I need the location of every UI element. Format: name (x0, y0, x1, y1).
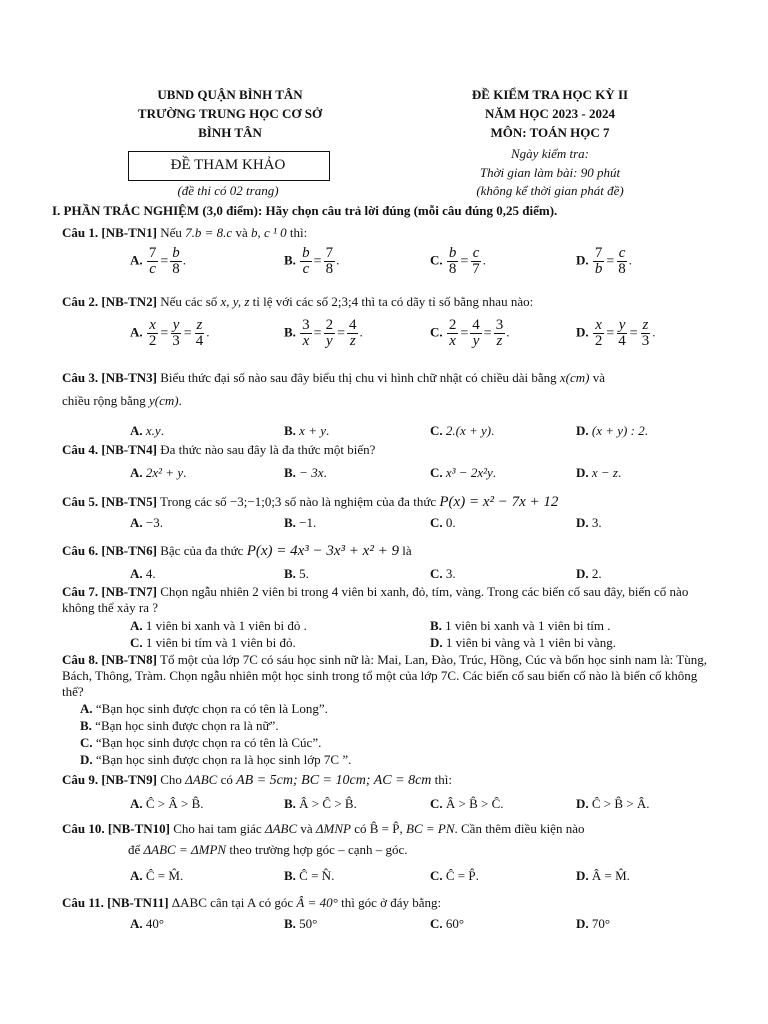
q10-option-a[interactable]: A. Ĉ = M̂. (130, 868, 184, 883)
q8-option-d[interactable]: D. “Bạn học sinh được chọn ra là học sinh lớp 7C ”. (80, 752, 352, 767)
q1-option-b[interactable]: B. $\frac{b}{c}$ = $\frac{7}{8}$ . (284, 245, 340, 277)
q1-option-c[interactable]: C. $\frac{b}{8}$ = $\frac{c}{7}$ . (430, 245, 487, 277)
question-4: Câu 4. [NB-TN4] Đa thức nào sau đây là đa thức một biến? (62, 442, 376, 457)
q11-option-c[interactable]: C. 60° (430, 916, 465, 931)
question-6: Câu 6. [NB-TN6] Bậc của đa thức P(x) = 4x³ − 3x³ + x² + 9 là (62, 543, 412, 559)
q6-option-a[interactable]: A. 4. (130, 566, 156, 581)
q11-option-a[interactable]: A. 40° (130, 916, 165, 931)
question-3: Câu 3. [NB-TN3] Biểu thức đại số nào sau đây biểu thị chu vi hình chữ nhật có chiều dài bằng x(cm) và (62, 370, 606, 385)
question-10-line2: để ΔABC = ΔMPN theo trường hợp góc – cạnh – góc. (128, 842, 408, 857)
q8-option-b[interactable]: B. “Bạn học sinh được chọn ra là nữ”. (80, 718, 279, 733)
q4-option-b[interactable]: B. − 3x. (284, 465, 327, 480)
q8-option-c[interactable]: C. “Bạn học sinh được chọn ra có tên là Cúc”. (80, 735, 322, 750)
q10-option-b[interactable]: B. Ĉ = N̂. (284, 868, 335, 883)
q9-option-b[interactable]: B. Â > Ĉ > B̂. (284, 796, 357, 811)
q2-option-c[interactable]: C. $\frac{2}{x}$ = $\frac{4}{y}$ = $\frac{3}{z}$ . (430, 317, 510, 349)
question-5: Câu 5. [NB-TN5] Trong các số −3;−1;0;3 số nào là nghiệm của đa thức P(x) = x² − 7x + 12 (62, 494, 559, 510)
q8-option-a[interactable]: A. “Bạn học sinh được chọn ra có tên là Long”. (80, 701, 328, 716)
q10-option-c[interactable]: C. Ĉ = P̂. (430, 868, 479, 883)
q6-option-c[interactable]: C. 3. (430, 566, 456, 581)
question-11: Câu 11. [NB-TN11] ΔABC cân tại A có góc Â = 40° thì góc ở đáy bằng: (62, 895, 442, 910)
subject: MÔN: TOÁN HỌC 7 (490, 125, 610, 140)
question-9: Câu 9. [NB-TN9] Cho ΔABC có AB = 5cm; BC = 10cm; AC = 8cm thì: (62, 772, 452, 788)
pages-note: (đề thi có 02 trang) (177, 183, 279, 198)
question-7: Câu 7. [NB-TN7] Chọn ngẫu nhiên 2 viên bi trong 4 viên bi xanh, đỏ, tím, vàng. Trong các biến cố sau đây, biến cố nào không thể xảy ra ? (62, 584, 689, 615)
question-8: Câu 8. [NB-TN8] Tổ một của lớp 7C có sáu học sinh nữ là: Mai, Lan, Đào, Trúc, Hồng, Cúc và bốn học sinh nam là: Tùng, Bách, Thông, Tràm. Chọn ngẫu nhiên một học sinh trong tổ một của lớp 7C. Các biến cố sau biến cố nào là biến cố không thể? (62, 652, 707, 699)
exam-duration-note: (không kể thời gian phát đề) (476, 183, 624, 198)
q5-option-c[interactable]: C. 0. (430, 515, 456, 530)
q1-option-a[interactable]: A. $\frac{7}{c}$ = $\frac{b}{8}$ . (130, 245, 187, 277)
header-left-line1: UBND QUẬN BÌNH TÂN (157, 87, 303, 102)
question-2: Câu 2. [NB-TN2] Nếu các số x, y, z tỉ lệ với các số 2;3;4 thì ta có dãy tỉ số bằng nhau nào: (62, 294, 534, 309)
exam-duration: Thời gian làm bài: 90 phút (479, 165, 621, 180)
q6-option-d[interactable]: D. 2. (576, 566, 602, 581)
header-left-line2: TRƯỜNG TRUNG HỌC CƠ SỞ (137, 106, 323, 121)
q7-option-c[interactable]: C. 1 viên bi tím và 1 viên bi đỏ. (130, 635, 296, 650)
q7-option-b[interactable]: B. 1 viên bi xanh và 1 viên bi tím . (430, 618, 611, 633)
q3-option-b[interactable]: B. x + y. (284, 423, 330, 438)
q6-option-b[interactable]: B. 5. (284, 566, 309, 581)
q11-option-b[interactable]: B. 50° (284, 916, 318, 931)
q3-option-c[interactable]: C. 2.(x + y). (430, 423, 495, 438)
q9-option-d[interactable]: D. Ĉ > B̂ > Â. (576, 796, 650, 811)
reference-label: ĐỀ THAM KHẢO (170, 157, 286, 173)
exam-date: Ngày kiểm tra: (511, 146, 589, 161)
q3-option-d[interactable]: D. (x + y) : 2. (576, 423, 648, 438)
q4-option-a[interactable]: A. 2x² + y. (130, 465, 187, 480)
school-year: NĂM HỌC 2023 - 2024 (485, 106, 615, 121)
q5-option-d[interactable]: D. 3. (576, 515, 602, 530)
q9-option-a[interactable]: A. Ĉ > Â > B̂. (130, 796, 204, 811)
question-1: Câu 1. [NB-TN1] Nếu 7.b = 8.c và b, c ¹ 0 thì: (62, 225, 308, 240)
q10-option-d[interactable]: D. Â = M̂. (576, 868, 630, 883)
q7-option-d[interactable]: D. 1 viên bi vàng và 1 viên bi vàng. (430, 635, 616, 650)
q2-option-a[interactable]: A. $\frac{x}{2}$ = $\frac{y}{3}$ = $\frac{z}{4}$ . (130, 317, 210, 349)
q5-option-a[interactable]: A. −3. (130, 515, 163, 530)
q4-option-c[interactable]: C. x³ − 2x²y. (430, 465, 497, 480)
q7-option-a[interactable]: A. 1 viên bi xanh và 1 viên bi đỏ . (130, 618, 307, 633)
q4-option-d[interactable]: D. x − z. (576, 465, 622, 480)
exam-title: ĐỀ KIỂM TRA HỌC KỲ II (471, 87, 629, 102)
q11-option-d[interactable]: D. 70° (576, 916, 611, 931)
q9-option-c[interactable]: C. Â > B̂ > Ĉ. (430, 796, 504, 811)
section-title: I. PHẦN TRẮC NGHIỆM (3,0 điểm): Hãy chọn câu trả lời đúng (mỗi câu đúng 0,25 điểm). (52, 203, 558, 218)
question-3-line2: chiều rộng bằng y(cm). (62, 393, 182, 408)
q2-option-b[interactable]: B. $\frac{3}{x}$ = $\frac{2}{y}$ = $\frac{4}{z}$ . (284, 317, 363, 349)
q1-option-d[interactable]: D. $\frac{7}{b}$ = $\frac{c}{8}$ . (576, 245, 633, 277)
question-10: Câu 10. [NB-TN10] Cho hai tam giác ΔABC và ΔMNP có B̂ = P̂, BC = PN. Cần thêm điều kiện nào (62, 821, 585, 836)
q2-option-d[interactable]: D. $\frac{x}{2}$ = $\frac{y}{4}$ = $\frac{z}{3}$ . (576, 317, 656, 349)
q5-option-b[interactable]: B. −1. (284, 515, 317, 530)
header-left-line3: BÌNH TÂN (198, 125, 262, 140)
q3-option-a[interactable]: A. x.y. (130, 423, 164, 438)
